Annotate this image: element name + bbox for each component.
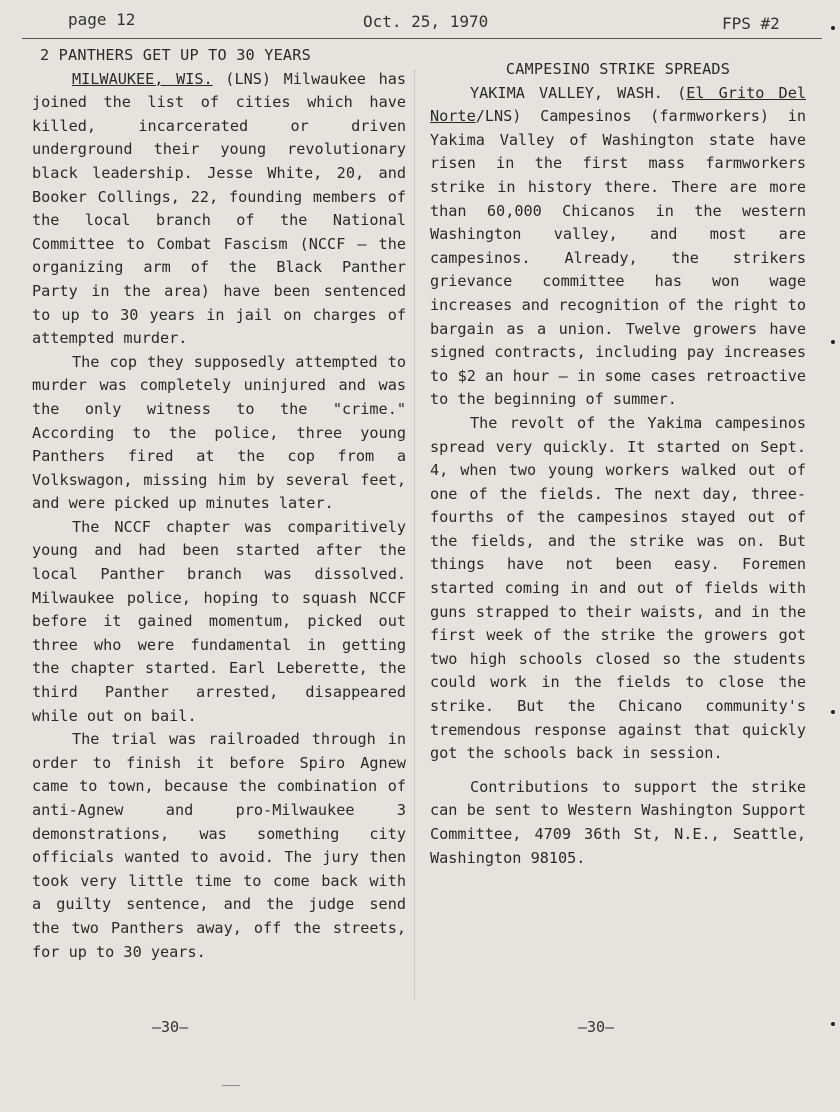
left-paragraph-3: The NCCF chapter was comparitively young and had been started after the local Panther branch was dissolved. Milwaukee police, hoping to squash NCCF before it gained momentum, picked out three who were fundamental in getting the chapter started. Earl Leberette, the third Panther arrested, disappeared while out on bail. — [32, 517, 406, 725]
source-prefix: ( — [677, 83, 687, 102]
left-end-mark: —30— — [152, 1018, 189, 1036]
left-dateline: MILWAUKEE, WIS. — [72, 69, 213, 88]
edge-dot — [831, 710, 835, 714]
left-paragraph-4: The trial was railroaded through in order to finish it before Spiro Agnew came to town, because the combination of anti-Agnew and pro-Milwaukee 3 demonstrations, was something city officials wanted to avoid. The jury then took very little time to come back with a guilty sentence, and the judge send the two Panthers away, off the streets, for up to 30 years. — [32, 730, 406, 961]
column-divider — [414, 70, 415, 1000]
right-dateline: YAKIMA VALLEY, WASH. — [470, 83, 663, 102]
edge-dot — [831, 26, 835, 30]
header-rule — [22, 38, 822, 39]
edge-dot — [831, 340, 835, 344]
right-end-mark: —30— — [578, 1018, 615, 1036]
left-paragraph-1 — [32, 68, 406, 351]
left-paragraph-2: The cop they supposedly attempted to murder was completely uninjured and was the only witness to the "crime." According to the police, three young Panthers fired at the cop from a Volkswagon, missing him by several feet, and were picked up minutes later. — [32, 352, 406, 513]
issue-date: Oct. 25, 1970 — [363, 12, 489, 31]
right-paragraph-2: The revolt of the Yakima campesinos spread very quickly. It started on Sept. 4, when two young workers walked out of one of the fields. The next day, three-fourths of the campesinos stayed out of the fields, and the strike was on. But things have not been easy. Foremen started coming in and out of fields with guns strapped to their waists, and in the first week of the strike the growers got two high schools closed so the students could work in the fields to close the strike. But the Chicano community's tremendous response against that quickly got the schools back in session. — [430, 413, 806, 763]
paragraph-gap — [430, 766, 806, 776]
right-paragraph-1-text: /LNS) Campesinos (farmworkers) in Yakima Valley of Washington state have risen in the first mass farmworkers strike in history there. There are more than 60,000 Chicanos in the western Washington valley, and most are campesinos. Already, the strikers grievance committee has won wage increases and recognition of the right to bargain as a union. Twelve growers have signed contracts, including pay increases to $2 an hour — in some cases retroactive to the beginning of summer. — [430, 107, 806, 409]
page-label: page 12 — [68, 10, 136, 29]
right-headline: CAMPESINO STRIKE SPREADS — [505, 60, 731, 78]
left-paragraph-1-text: (LNS) Milwaukee has joined the list of cities which have killed, incarcerated or driven underground their young revolutionary black leadership. Jesse White, 20, and Booker Collings, 22, founding members of the local branch of the National Committee to Combat Fascism (NCCF — the organizing arm of the Black Panther Party in the area) have been sentenced to up to 30 years in jail on charges of attempted murder. — [32, 69, 407, 348]
right-column-article — [430, 58, 806, 870]
right-paragraph-1 — [430, 82, 806, 412]
edge-dot — [831, 1022, 835, 1026]
source-name: El Grito Del Norte — [430, 83, 806, 126]
left-headline: 2 PANTHERS GET UP TO 30 YEARS — [40, 46, 311, 64]
stray-mark — [222, 1085, 240, 1086]
right-paragraph-3: Contributions to support the strike can be sent to Western Washington Support Committee, 4709 36th St, N.E., Seattle, Washington 98105. — [430, 777, 806, 867]
issue-number: FPS #2 — [722, 14, 780, 33]
page-header — [0, 10, 840, 36]
left-column-article — [32, 44, 406, 964]
